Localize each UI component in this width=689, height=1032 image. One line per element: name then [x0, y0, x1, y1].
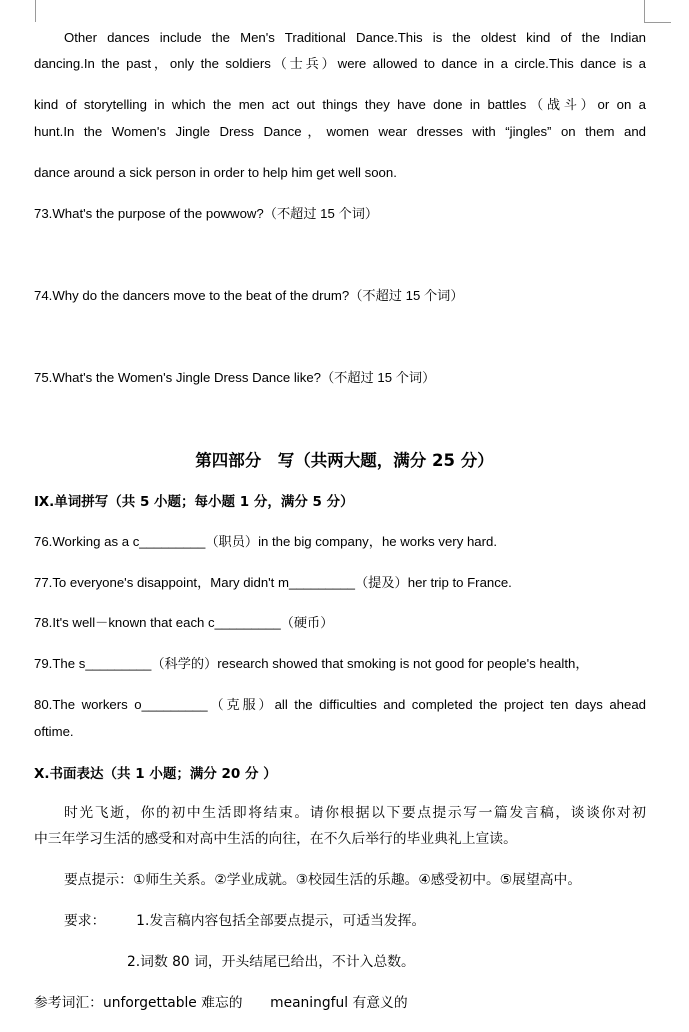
- question-73: 73.What's the purpose of the powwow?（不超过 15 个词）: [34, 206, 379, 221]
- passage-line-4: hunt.In the Women's Jingle Dress Dance，women wear dresses with “jingles” on them and: [34, 124, 646, 139]
- crop-mark-top-left: [35, 0, 36, 22]
- item-76: 76.Working as a c_________（职员）in the big company，he works very hard.: [34, 534, 498, 549]
- requirement-1: 1.发言稿内容包括全部要点提示，可适当发挥。: [136, 913, 426, 929]
- passage-line-1: Other dances include the Men's Traditional Dance.This is the oldest kind of the Indian: [64, 30, 646, 45]
- item-80: 80.The workers o_________（克服）all the difficulties and completed the project ten days ahead: [34, 697, 646, 712]
- part-four-heading: 第四部分 写（共两大题，满分 25 分）: [195, 451, 494, 470]
- requirements-label: 要求：: [64, 913, 106, 929]
- passage-line-3: kind of storytelling in which the men act out things they have done in battles（战斗）or on a: [34, 97, 646, 112]
- question-75: 75.What's the Women's Jingle Dress Dance like?（不超过 15 个词）: [34, 370, 436, 385]
- item-77: 77.To everyone's disappoint，Mary didn't m_________（提及）her trip to France.: [34, 575, 512, 590]
- item-78: 78.It's well－known that each c_________（硬币）: [34, 615, 334, 630]
- section-9-title: Ⅸ.单词拼写（共 5 小题；每小题 1 分，满分 5 分）: [34, 494, 354, 510]
- passage-line-2: dancing.In the past，only the soldiers（士兵）were allowed to dance in a circle.This dance is a: [34, 56, 646, 71]
- writing-prompt-line-2: 中三年学习生活的感受和对高中生活的向往，在不久后举行的毕业典礼上宣读。: [34, 831, 517, 847]
- crop-mark-top-right: [644, 0, 671, 23]
- passage-line-5: dance around a sick person in order to help him get well soon.: [34, 165, 397, 180]
- requirement-2: 2.词数 80 词，开头结尾已给出，不计入总数。: [127, 954, 415, 970]
- section-10-title: Ⅹ.书面表达（共 1 小题；满分 20 分 ）: [34, 766, 277, 782]
- writing-prompt-line-1: 时光飞逝，你的初中生活即将结束。请你根据以下要点提示写一篇发言稿，谈谈你对初: [64, 805, 646, 821]
- key-points: 要点提示：①师生关系。②学业成就。③校园生活的乐趣。④感受初中。⑤展望高中。: [64, 872, 582, 888]
- question-74: 74.Why do the dancers move to the beat of the drum?（不超过 15 个词）: [34, 288, 464, 303]
- requirements: [34, 912, 646, 930]
- reference-vocabulary: 参考词汇：unforgettable 难忘的 meaningful 有意义的: [34, 995, 408, 1011]
- item-79: 79.The s_________（科学的）research showed that smoking is not good for people's health，: [34, 656, 589, 671]
- item-80-continued: oftime.: [34, 724, 74, 739]
